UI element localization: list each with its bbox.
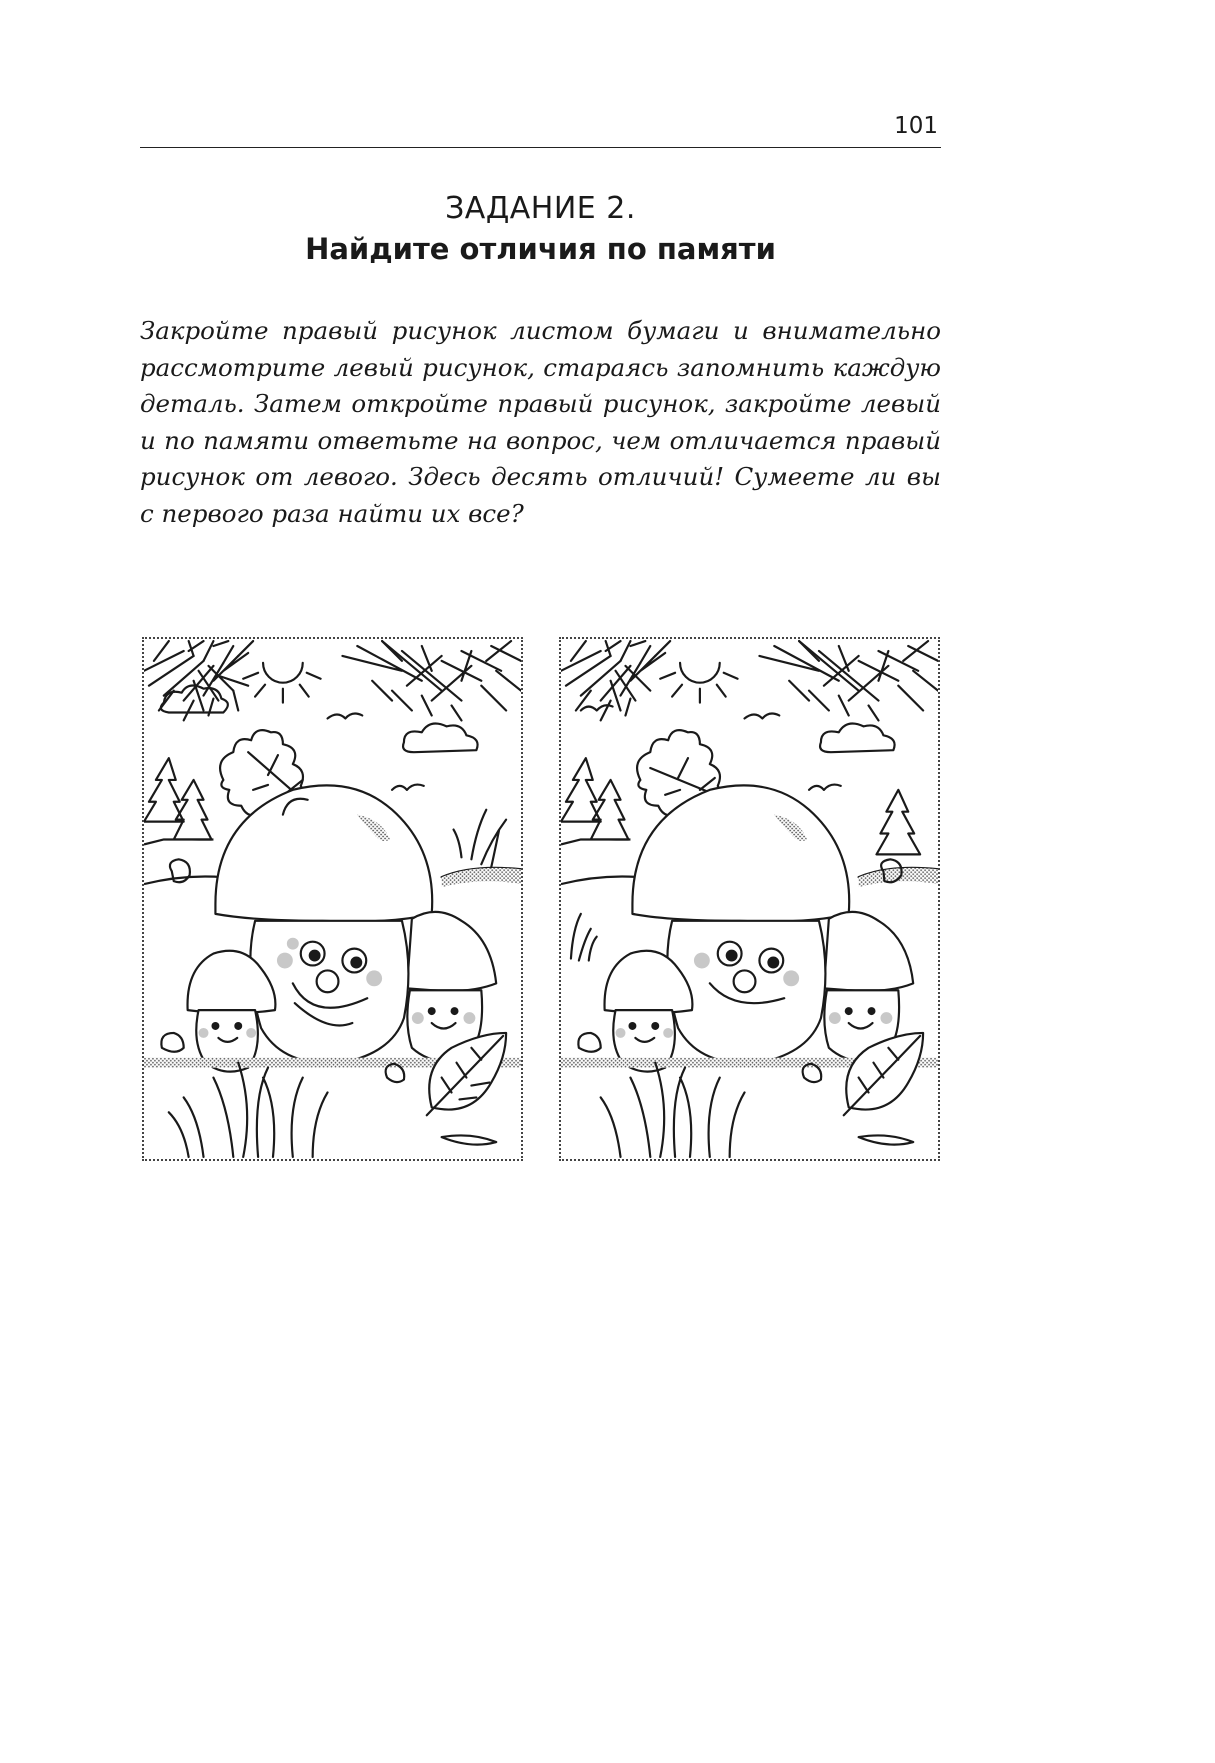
pine-branch-right: [342, 641, 521, 720]
fir-trees: [144, 758, 211, 839]
pebble: [442, 1135, 497, 1144]
bird: [809, 785, 841, 790]
right-picture: [559, 637, 940, 1161]
header-rule: [140, 147, 941, 148]
sun: [660, 663, 737, 703]
pebble: [578, 1033, 600, 1052]
right-mushroom-cap: [407, 912, 496, 991]
sun: [243, 663, 320, 703]
task-subtitle: Найдите отличия по памяти: [305, 232, 776, 266]
pebble: [161, 1033, 183, 1052]
cloud-large: [820, 723, 895, 752]
bird: [745, 714, 780, 719]
pine-branch-left: [561, 641, 670, 720]
page-number: 101: [894, 113, 938, 139]
nose: [734, 970, 756, 992]
task-title: ЗАДАНИЕ 2.: [445, 191, 636, 226]
grass-left: [571, 914, 597, 961]
right-mushroom-cap: [824, 912, 913, 991]
grass-foreground: [601, 1063, 745, 1157]
pine-branch-right: [759, 641, 938, 720]
pebble: [859, 1135, 914, 1144]
bird: [328, 714, 363, 719]
cloud-large: [403, 723, 478, 752]
grass-foreground: [169, 1063, 328, 1157]
task-heading: [140, 190, 941, 268]
left-picture: [142, 637, 523, 1161]
nose: [317, 970, 339, 992]
bird: [392, 785, 424, 790]
grass-right: [454, 810, 507, 868]
task-instruction: Закройте правый рисунок листом бумаги и внимательно рассмотрите левый рисунок, стараясь запомнить каждую деталь. Затем откройте правый рисунок, закройте левый и по памяти ответьте на вопрос, чем отличается правый рисунок от левого. Здесь десять отличий! Сумеете ли вы с первого раза найти их все?: [140, 316, 941, 528]
